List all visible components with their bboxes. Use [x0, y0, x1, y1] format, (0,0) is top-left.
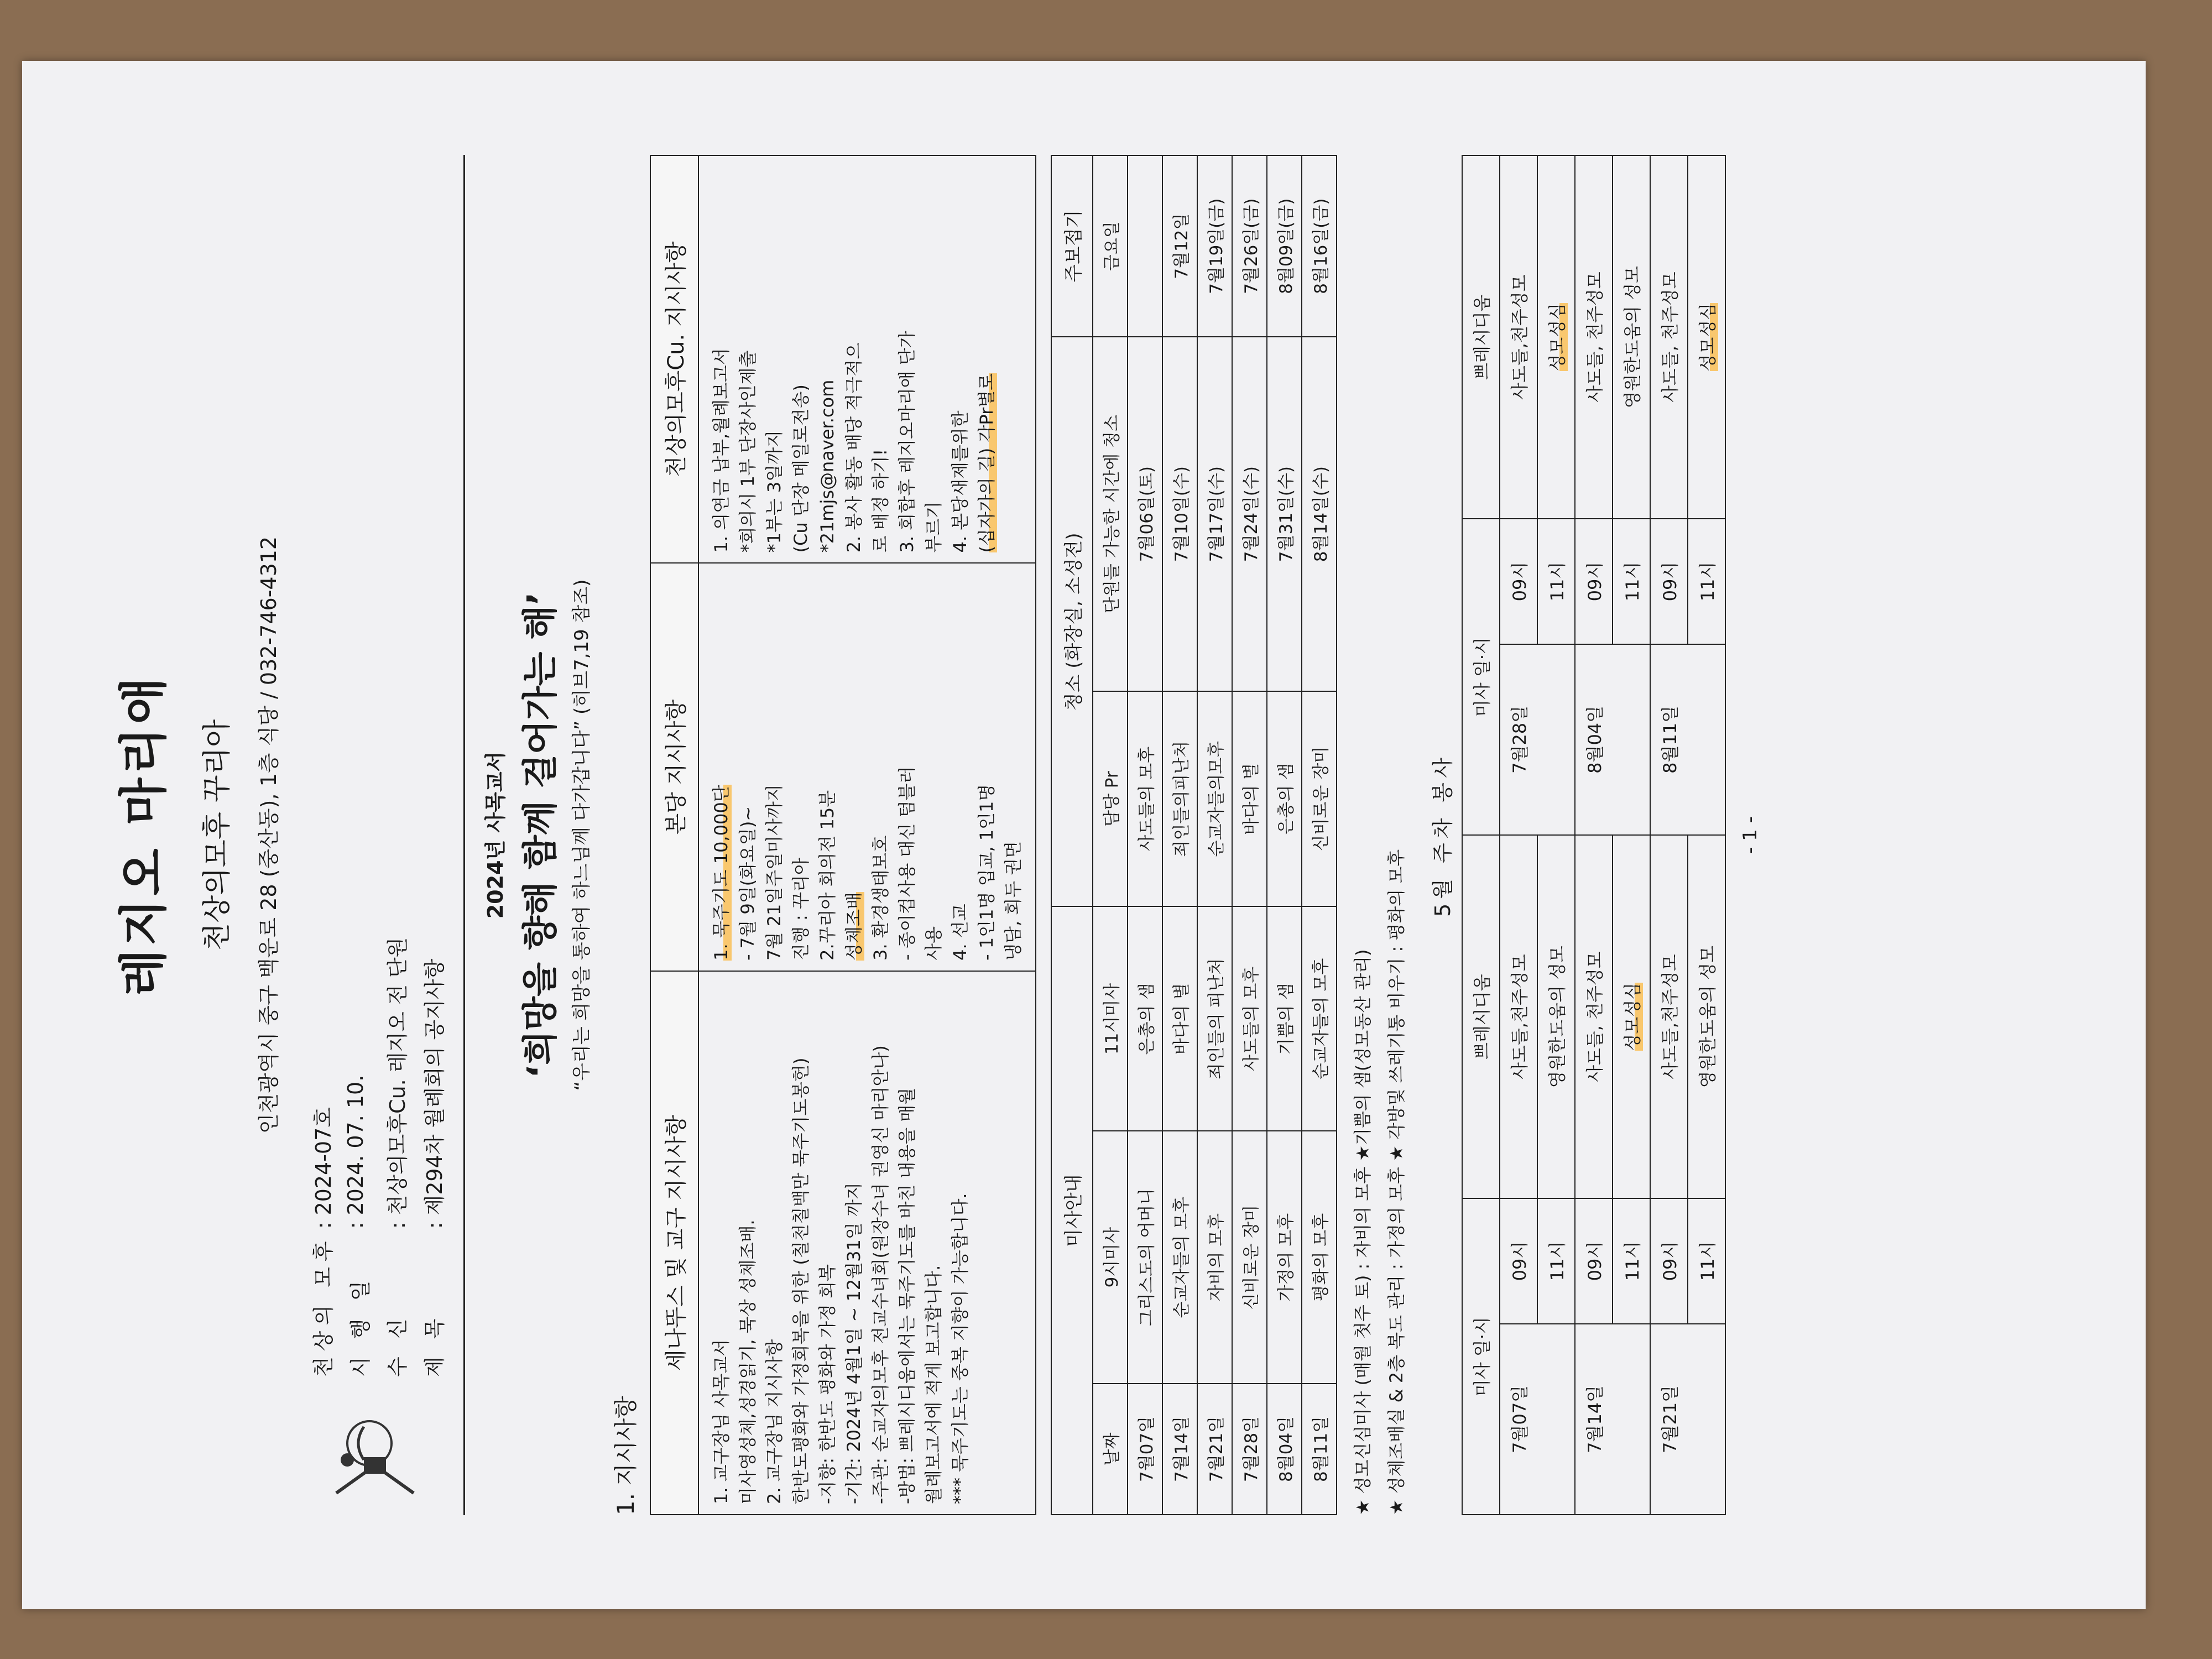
- table-cell: [1128, 155, 1162, 337]
- table-cell: 7월12일: [1162, 155, 1197, 337]
- table-cell: 바다의 별: [1162, 906, 1197, 1131]
- directive-line: -주관: 순교자의모후 전교수녀회(원장수녀 권영신 마리안나): [870, 1045, 891, 1504]
- table-row: [1197, 155, 1232, 1515]
- table-cell: 09시: [1500, 519, 1537, 644]
- directive-line: 미사영성체,성경읽기, 묵상 성체조배.: [737, 1219, 758, 1504]
- meta-row: [414, 931, 451, 1377]
- table-cell: 7월14일: [1162, 1384, 1197, 1515]
- mass-guide-title: 미사안내: [1051, 906, 1093, 1515]
- meta-key: 시 행 일: [348, 1275, 373, 1377]
- meta-value: : 제294차 월례회의 공지사항: [422, 958, 447, 1229]
- directive-line: -방법: 쁘레시디움에서는 묵주기도를 바친 내용을 매월: [896, 1087, 917, 1504]
- directive-line: *1부는 3일까지: [764, 430, 785, 553]
- table-row: [1688, 155, 1725, 1515]
- table-cell: 7월10일(수): [1162, 337, 1197, 691]
- directive-line: 2. 교구장님 지시사항: [764, 1339, 785, 1504]
- directives-header: 세나뚜스 및 교구 지시사항: [650, 971, 698, 1515]
- table-cell: 8월16일(금): [1302, 155, 1337, 337]
- table-row: [1232, 155, 1267, 1515]
- table-cell: 7월21일: [1650, 1324, 1725, 1515]
- highlighted-text: 성모성심: [1546, 302, 1568, 372]
- table-cell: 7월26일(금): [1232, 155, 1267, 337]
- directives-header: 본당 지시사항: [650, 563, 698, 971]
- table-row: [1267, 155, 1302, 1515]
- directive-line: (Cu 단장 메일로전송): [790, 384, 811, 553]
- directive-line: [973, 166, 1000, 552]
- table-cell: 영원한도움의 성모: [1537, 835, 1575, 1198]
- table-row: [1575, 155, 1613, 1515]
- mass-header: 날짜: [1093, 1384, 1128, 1515]
- section-heading: 1. 지시사항: [612, 1396, 639, 1515]
- table-cell: 사도들, 천주성모: [1650, 155, 1688, 519]
- table-cell: 죄인들의 피난처: [1197, 906, 1232, 1131]
- document-subtitle: 천상의모후 꾸리아: [201, 719, 234, 951]
- directives-col-curia: [698, 155, 1036, 563]
- table-cell: 사도들,천주성모: [1650, 835, 1688, 1198]
- table-cell: 평화의 모후: [1302, 1131, 1337, 1383]
- table-cell: 기쁨의 샘: [1267, 906, 1302, 1131]
- directive-line: 로 배정 하기!: [870, 448, 891, 553]
- document-paper: [22, 61, 2146, 1609]
- table-cell: [1613, 835, 1650, 1198]
- directive-line: *** 묵주기도는 중복 지향이 가능합니다.: [950, 1193, 971, 1504]
- legion-emblem-icon: [303, 1394, 436, 1515]
- meta-value: : 2024. 07. 10.: [343, 1074, 368, 1229]
- directive-line: [708, 573, 734, 960]
- table-cell: 7월07일: [1128, 1384, 1162, 1515]
- table-cell: 8월11일: [1302, 1384, 1337, 1515]
- directives-table: [650, 155, 1036, 1515]
- document-title: 레지오 마리애: [115, 674, 172, 997]
- directive-line: 2.꾸리아 회의전 15분: [817, 790, 838, 961]
- table-row: [1650, 155, 1688, 1515]
- notes-block: [1346, 155, 1413, 1515]
- table-cell: 순교자들의 모후: [1162, 1131, 1197, 1383]
- table-cell: 7월24일(수): [1232, 337, 1267, 691]
- directive-line: -지향: 한반도 평화와 가정 회복: [817, 1264, 838, 1504]
- meta-value: : 2024-07호: [311, 1107, 336, 1229]
- table-cell: 09시: [1575, 1198, 1613, 1323]
- table-row: [1500, 155, 1537, 1515]
- table-cell: 09시: [1650, 1198, 1688, 1323]
- table-cell: [1688, 155, 1725, 519]
- document-address: 인천광역시 중구 백운로 28 (중산동), 1층 식당 / 032-746-4312: [257, 536, 281, 1134]
- table-cell: 가정의 모후: [1267, 1131, 1302, 1383]
- mass-header: 9시미사: [1093, 1131, 1128, 1383]
- table-cell: 바다의 별: [1232, 691, 1267, 906]
- table-cell: 자비의 모후: [1197, 1131, 1232, 1383]
- table-cell: 09시: [1500, 1198, 1537, 1323]
- directive-line: 4. 선교: [950, 904, 971, 961]
- directive-line: -기간: 2024년 4월1일 ~ 12월31일 까지: [843, 1182, 864, 1504]
- directive-line: 부르기: [923, 501, 944, 553]
- table-cell: 영원한도움의 성모: [1613, 155, 1650, 519]
- table-cell: 7월07일: [1500, 1324, 1575, 1515]
- meta-row: [340, 931, 377, 1377]
- table-cell: 7월28일: [1500, 644, 1575, 835]
- mass-header: 11시미사: [1093, 906, 1128, 1131]
- page-number: - 1 -: [1739, 816, 1761, 854]
- directive-line: 한반도평화와 가정회복을 위한 (칠천칠백만 묵주기도봉헌): [790, 1057, 811, 1504]
- directive-line: 3. 환경생태보호: [870, 835, 891, 961]
- serve-header: 미사 일·시: [1462, 1198, 1500, 1515]
- table-cell: 11시: [1688, 1198, 1725, 1323]
- serve-header: 미사 일·시: [1462, 519, 1500, 835]
- directive-line: 3. 회합후 레지오마리애 단가: [896, 331, 917, 553]
- directive-line: 1. 의연금 납부,월례보고서: [711, 348, 732, 553]
- cleaning-title: 청소 (화장실, 소성전): [1051, 337, 1093, 906]
- highlighted-text: 성모성심: [1621, 982, 1643, 1051]
- directives-col-parish: [698, 563, 1036, 971]
- table-cell: 신비로운 장미: [1302, 691, 1337, 906]
- mass-header: 금요일: [1093, 155, 1128, 337]
- directive-line: 사용: [923, 926, 944, 961]
- directives-col-diocese: [698, 971, 1036, 1515]
- directive-line: - 7월 9일(화요일)~: [737, 806, 758, 961]
- table-row: [1302, 155, 1337, 1515]
- meta-key: 수 신: [385, 1313, 410, 1377]
- highlighted-text: (십자가의 길) 각Pr별로: [976, 373, 997, 553]
- serve-header: 쁘레시디움: [1462, 835, 1500, 1198]
- note-line: ★ 성모신심미사 (매월 첫주 토) : 자비의 모후 ★기쁨의 샘(성모동산 관리): [1352, 949, 1373, 1515]
- table-cell: 영원한도움의 성모: [1688, 835, 1725, 1198]
- highlighted-text: 성체조배: [843, 892, 864, 961]
- table-cell: 11시: [1537, 1198, 1575, 1323]
- table-cell: 사도들,천주성모: [1500, 835, 1537, 1198]
- table-row: [1537, 155, 1575, 1515]
- meta-value: : 천상의모후Cu. 레지오 전 단원: [385, 937, 410, 1229]
- table-cell: 8월09일(금): [1267, 155, 1302, 337]
- serve-header: 쁘레시디움: [1462, 155, 1500, 519]
- directive-line: 7월 21일주일미사까지: [764, 784, 785, 961]
- directive-line: 4. 본당새제를위한: [950, 410, 971, 553]
- meta-row: [303, 931, 340, 1377]
- table-cell: 죄인들의피난처: [1162, 691, 1197, 906]
- table-cell: 은총의 샘: [1267, 691, 1302, 906]
- table-cell: 7월28일: [1232, 1384, 1267, 1515]
- table-cell: 7월31일(수): [1267, 337, 1302, 691]
- directive-line: 2. 봉사 활동 배당 적극적으: [843, 342, 864, 553]
- table-cell: 사도들, 천주성모: [1575, 155, 1613, 519]
- directive-line: - 종이컵사용 대신 텀블러: [896, 766, 917, 961]
- theme-title: ‘희망을 향해 함께 걸어가는 해’: [520, 592, 561, 1078]
- table-row: [1613, 155, 1650, 1515]
- table-cell: 09시: [1650, 519, 1688, 644]
- table-cell: 7월19일(금): [1197, 155, 1232, 337]
- table-cell: 8월04일: [1575, 644, 1650, 835]
- directives-header: 천상의모후Cu. 지시사항: [650, 155, 698, 563]
- directive-line: [841, 573, 867, 960]
- directive-line: *회의시 1부 단장사인제출: [737, 350, 758, 553]
- table-cell: 11시: [1613, 519, 1650, 644]
- directive-line: 월례보고서에 적게 보고합니다.: [923, 1265, 944, 1504]
- table-cell: 8월14일(수): [1302, 337, 1337, 691]
- table-row: [1162, 155, 1197, 1515]
- directive-line: 냉담, 회두 권면: [1003, 841, 1024, 961]
- theme-subtitle: “우리는 희망을 통하여 하느님께 다가갑니다” (히브7,19 참조): [571, 579, 593, 1091]
- table-cell: 은총의 샘: [1128, 906, 1162, 1131]
- parking-service-title: 5월 주차 봉사: [1430, 753, 1455, 917]
- table-cell: 11시: [1537, 519, 1575, 644]
- meta-table: [303, 931, 451, 1377]
- directive-line: - 1인1명 입교, 1인1명: [976, 784, 997, 961]
- table-cell: 사도들, 천주성모: [1575, 835, 1613, 1198]
- table-cell: [1537, 155, 1575, 519]
- table-cell: 8월11일: [1650, 644, 1725, 835]
- document-content: [22, 61, 2146, 1609]
- parking-service-table: [1462, 155, 1726, 1515]
- table-cell: 7월06일(토): [1128, 337, 1162, 691]
- mass-header: 담당 Pr: [1093, 691, 1128, 906]
- table-cell: 7월14일: [1575, 1324, 1650, 1515]
- meta-row: [377, 931, 414, 1377]
- table-cell: 09시: [1575, 519, 1613, 644]
- highlighted-text: 1. 묵주기도 10,000단: [711, 785, 732, 961]
- mass-schedule-table: [1051, 155, 1337, 1515]
- table-cell: 그리스도의 어머니: [1128, 1131, 1162, 1383]
- bulletin-title: 주보접기: [1051, 155, 1093, 337]
- table-cell: 순교자들의 모후: [1302, 906, 1337, 1131]
- table-cell: 사도들의 모후: [1232, 906, 1267, 1131]
- highlighted-text: 성모성심: [1697, 302, 1718, 372]
- directive-line: 1. 교구장님 사목교서: [711, 1339, 732, 1504]
- table-cell: 11시: [1613, 1198, 1650, 1323]
- directive-line: 진행 : 꾸리아: [790, 858, 811, 961]
- meta-key: 제 목: [422, 1313, 447, 1377]
- table-cell: 순교자들의모후: [1197, 691, 1232, 906]
- table-cell: 7월17일(수): [1197, 337, 1232, 691]
- table-cell: 신비로운 장미: [1232, 1131, 1267, 1383]
- table-cell: 7월21일: [1197, 1384, 1232, 1515]
- table-cell: 사도들의 모후: [1128, 691, 1162, 906]
- table-cell: 11시: [1688, 519, 1725, 644]
- mass-header: 단원들 가능한 시간에 청소: [1093, 337, 1128, 691]
- table-cell: 사도들,천주성모: [1500, 155, 1537, 519]
- directive-line: *21mjs@naver.com: [817, 379, 838, 553]
- meta-block: [303, 155, 451, 1515]
- table-row: [1128, 155, 1162, 1515]
- table-cell: 8월04일: [1267, 1384, 1302, 1515]
- meta-key: 천상의 모후: [311, 1235, 336, 1377]
- divider: [463, 155, 465, 1515]
- theme-year: 2024년 사목교서: [483, 751, 508, 919]
- note-line: ★ 성체조배실 & 2층 복도 관리 : 가정의 모후 ★ 각방및 쓰레기통 비우기 : 평화의 모후: [1385, 849, 1407, 1515]
